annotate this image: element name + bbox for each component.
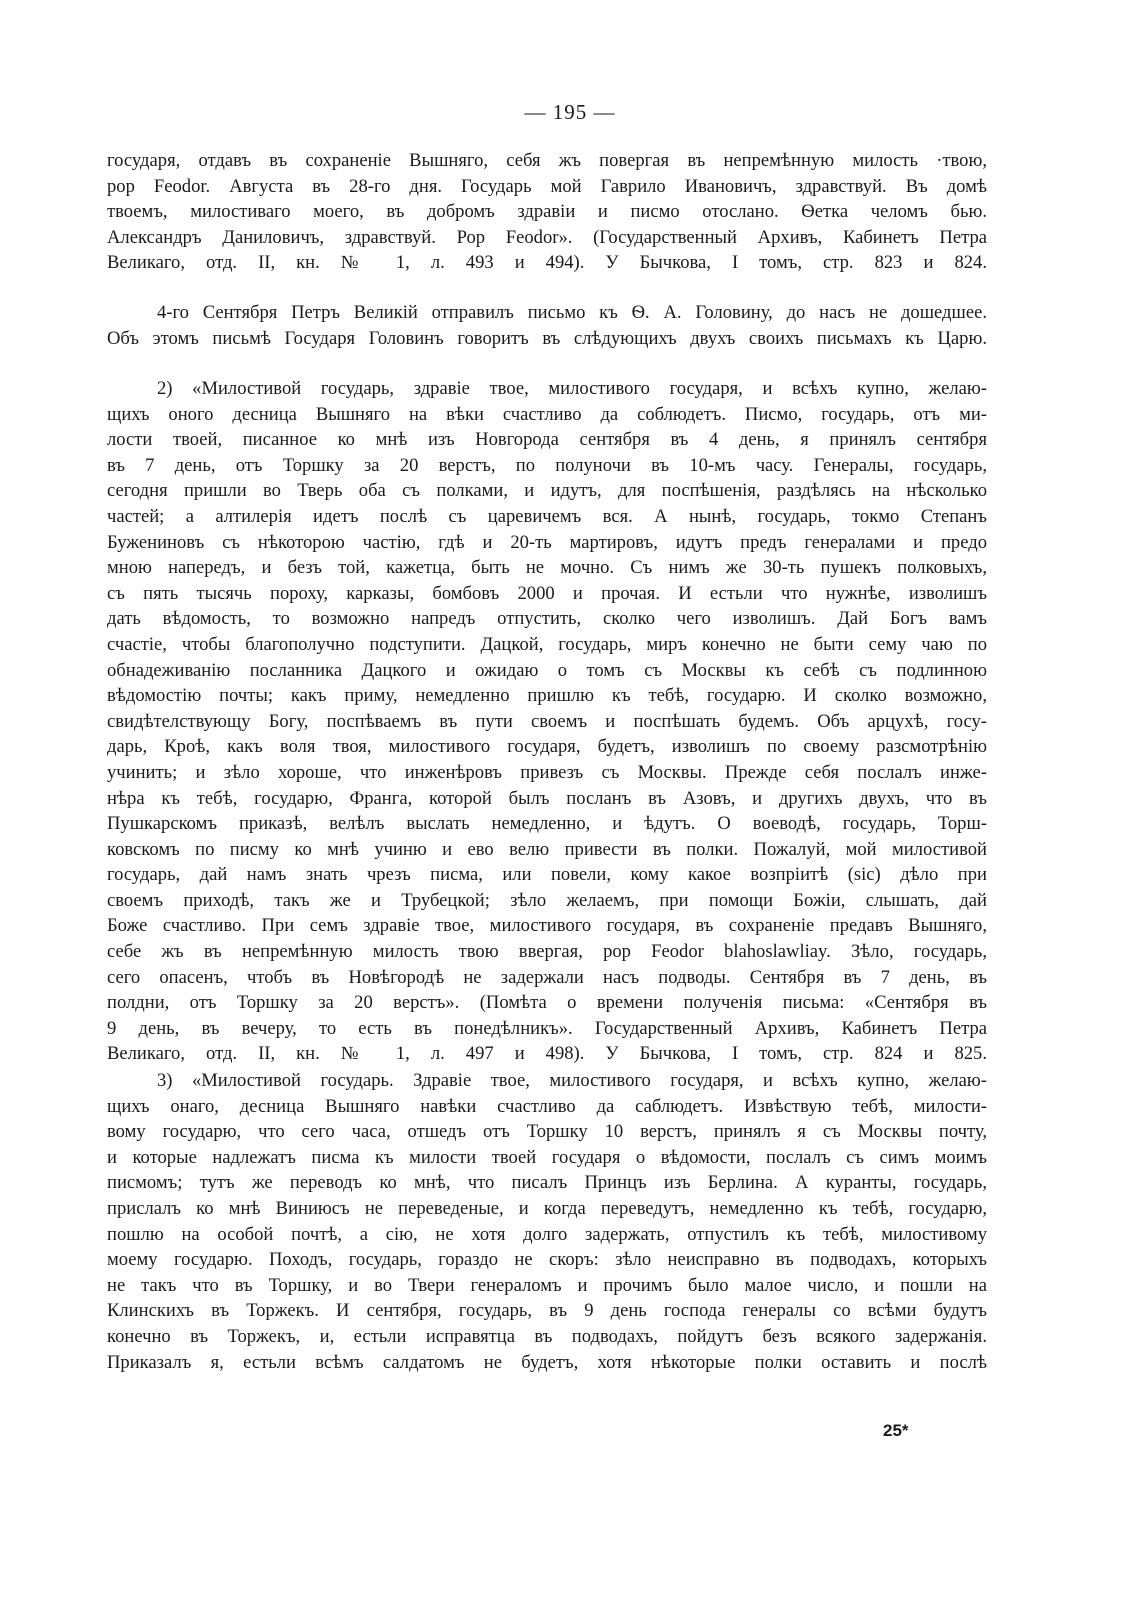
text-line: 4-го Сентября Петръ Великій отправилъ письмо къ Ѳ. А. Головину, до насъ не дошедшее.: [157, 302, 987, 323]
paragraph-2: [107, 300, 987, 351]
text-line: Александръ Даниловичъ, здравствуй. Рор Feodor». (Государственный Архивъ, Кабинетъ Петра: [107, 226, 987, 248]
signature-mark: 25*: [883, 1421, 909, 1440]
text-line: щихъ оного десница Вышняго на вѣки счастливо да соблюдетъ. Писмо, государь, отъ ми-: [107, 403, 987, 425]
text-line: Бужениновъ съ нѣкоторою частію, гдѣ и 20-ть мартировъ, идутъ предъ генералами и предо: [107, 531, 987, 553]
text-line: мною напередъ, и безъ той, кажетца, быть не мочно. Съ нимъ же 30-ть пушекъ полковыхъ,: [107, 557, 987, 579]
text-line: 9 день, въ вечеру, то есть въ понедѣлникъ». Государственный Архивъ, Кабинетъ Петра: [107, 1017, 987, 1039]
text-line: щихъ онаго, десница Вышняго навѣки счастливо да саблюдетъ. Извѣствую тебѣ, милости-: [107, 1095, 987, 1117]
text-line: своемъ приходѣ, такъ же и Трубецкой; зѣло желаемъ, при помощи Божіи, слышать, дай: [107, 889, 987, 911]
text-line: сего опасенъ, чтобъ въ Новѣгородѣ не задержали насъ подводы. Сентября въ 7 день, въ: [107, 966, 987, 988]
text-line: писмомъ; тутъ же переводъ ко мнѣ, что писалъ Принцъ изъ Берлина. А куранты, государь,: [107, 1172, 987, 1194]
text-line: Боже счастливо. При семъ здравіе твое, милостивого государя, въ сохраненіе предавъ Вышняго,: [107, 915, 987, 937]
paragraph-4: [107, 1068, 987, 1375]
text-line: 2) «Милостивой государь, здравіе твое, милостивого государя, и всѣхъ купно, желаю-: [157, 378, 987, 399]
text-line: въ 7 день, отъ Торшку за 20 верстъ, по полуночи въ 10-мъ часу. Генералы, государь,: [107, 454, 987, 476]
text-line: свидѣтелствующу Богу, поспѣваемъ въ пути своемъ и поспѣшать будемъ. Объ арцухѣ, госу-: [107, 710, 987, 732]
text-line: сегодня пришли во Тверь оба съ полками, и идутъ, для поспѣшенія, раздѣлясь на нѣсколько: [107, 480, 987, 502]
text-line: себе жъ въ непремѣнную милость твою ввергая, рор Feodor blahoslawliay. Зѣло, государь,: [107, 941, 987, 963]
text-line: Великаго, отд. II, кн. № 1, л. 497 и 498). У Бычкова, I томъ, стр. 824 и 825.: [107, 1043, 987, 1065]
text-line: дарь, Кроѣ, какъ воля твоя, милостивого государя, будетъ, изволишъ по своему разсмотрѣнію: [107, 736, 987, 758]
text-line: съ пять тысячь пороху, карказы, бомбовъ 2000 и прочая. И естьли что нужнѣе, изволишъ: [107, 582, 987, 604]
text-line: poр Feodor. Августа въ 28-го дня. Государь мой Гаврило Ивановичъ, здравствуй. Въ домѣ: [107, 175, 987, 197]
text-line: государь, дай намъ знать чрезъ писма, или повели, кому какое возпріитѣ (sic) дѣло при: [107, 864, 987, 886]
text-line: полдни, отъ Торшку за 20 верстъ». (Помѣта о времени полученія письма: «Сентября въ: [107, 992, 987, 1014]
text-line: частей; а алтилерія идетъ послѣ съ царевичемъ вся. А нынѣ, государь, токмо Степанъ: [107, 505, 987, 527]
text-line: ковскомъ по писму ко мнѣ учиню и ево велю привести въ полки. Пожалуй, мой милостивой: [107, 838, 987, 860]
paragraph-1: [107, 148, 987, 276]
text-line: вѣдомостію почты; какъ приму, немедленно пришлю къ тебѣ, государю. И сколко возможно,: [107, 685, 987, 707]
text-line: лости твоей, писанное ко мнѣ изъ Новгорода сентября въ 4 день, я принялъ сентября: [107, 429, 987, 451]
text-line: и которые надлежатъ писма къ милости твоей государя о вѣдомости, послалъ съ симъ моимъ: [107, 1146, 987, 1168]
text-line: нѣра къ тебѣ, государю, Франга, которой былъ посланъ въ Азовъ, и другихъ двухъ, что въ: [107, 787, 987, 809]
text-line: обнадеживанію посланника Дацкого и ожидаю о томъ съ Москвы къ себѣ съ подлинною: [107, 659, 987, 681]
text-line: Объ этомъ письмѣ Государя Головинъ говоритъ въ слѣдующихъ двухъ своихъ письмахъ къ Царю.: [107, 327, 987, 349]
text-line: 3) «Милостивой государь. Здравіе твое, милостивого государя, и всѣхъ купно, желаю-: [157, 1070, 987, 1091]
paragraph-3: [107, 376, 987, 1067]
text-line: Пушкарскомъ приказѣ, велѣлъ выслать немедленно, и ѣдутъ. О воеводѣ, государь, Торш-: [107, 813, 987, 835]
page-number: — 195 —: [524, 100, 616, 124]
text-line: прислалъ ко мнѣ Виниюсъ не переведеные, и когда переведутъ, немедленно къ тебѣ, государю,: [107, 1197, 987, 1219]
text-line: пошлю на особой почтѣ, а сію, не хотя долго задержать, отпустилъ къ тебѣ, милостивому: [107, 1223, 987, 1245]
text-line: Клинскихъ въ Торжекъ. И сентября, государь, въ 9 день господа генералы со всѣми будутъ: [107, 1300, 987, 1322]
text-line: Великаго, отд. II, кн. № 1, л. 493 и 494). У Бычкова, I томъ, стр. 823 и 824.: [107, 252, 987, 274]
text-line: моему государю. Походъ, государь, гораздо не скоръ: зѣло неисправно въ подводахъ, которыхъ: [107, 1249, 987, 1271]
text-line: конечно въ Торжекъ, и, естьли исправятца въ подводахъ, пойдутъ безъ всякого задержанія.: [107, 1325, 987, 1347]
text-line: учинить; и зѣло хороше, что инженѣровъ привезъ съ Москвы. Прежде себя послалъ инже-: [107, 761, 987, 783]
text-line: Приказалъ я, естьли всѣмъ салдатомъ не будетъ, хотя нѣкоторые полки оставить и послѣ: [107, 1351, 987, 1373]
text-line: счастіе, чтобы благополучно подступити. Дацкой, государь, миръ конечно не быти сему чаю по: [107, 633, 987, 655]
text-line: государя, отдавъ въ сохраненіе Вышняго, себя жъ повергая въ непремѣнную милость ·твою,: [107, 150, 987, 171]
text-line: вому государю, что сего часа, отшедъ отъ Торшку 10 верстъ, принялъ я съ Москвы почту,: [107, 1121, 987, 1143]
text-line: твоемъ, милостиваго моего, въ добромъ здравіи и писмо отослано. Ѳетка челомъ бью.: [107, 201, 987, 223]
text-line: дать вѣдомость, то возможно напредъ отпустить, сколко чего изволишъ. Дай Богъ вамъ: [107, 608, 987, 630]
text-line: не такъ что въ Торшку, и во Твери генераломъ и прочимъ было малое число, и пошли на: [107, 1274, 987, 1296]
